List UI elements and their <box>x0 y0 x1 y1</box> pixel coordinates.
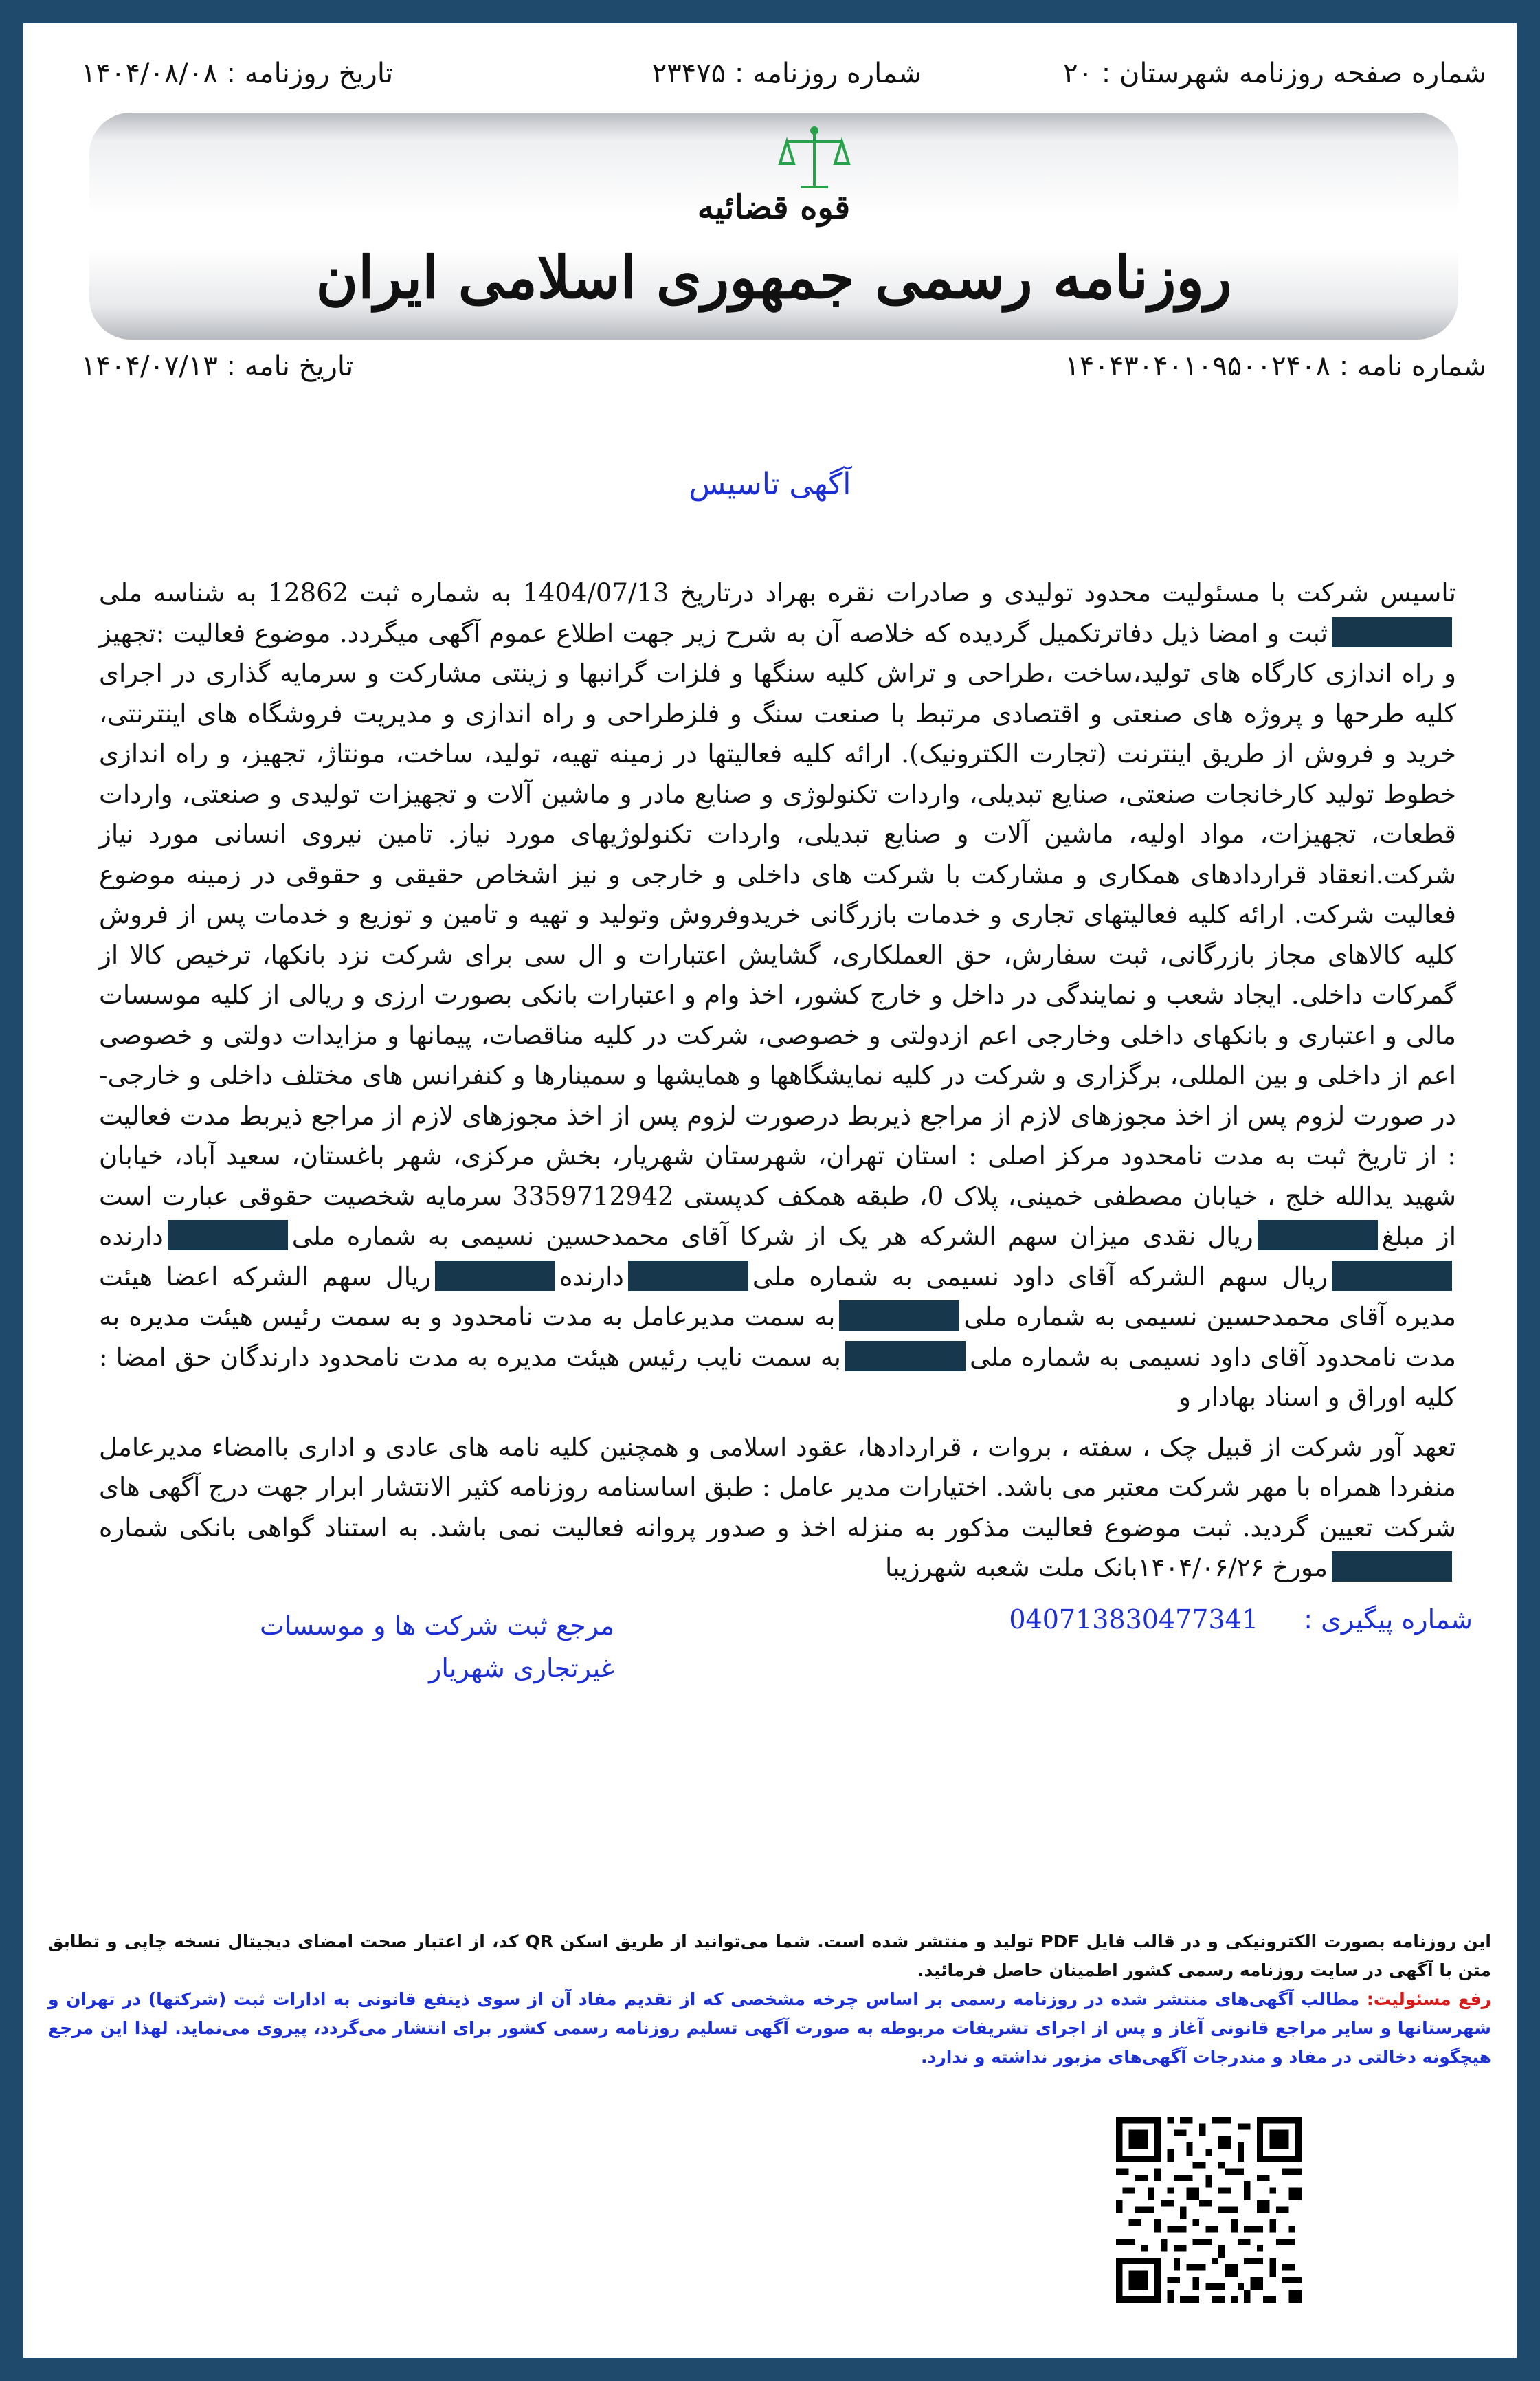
ad-text-segment: به سمت نایب رئیس هیئت مدیره به مدت نامحدود دارندگان حق امضا : کلیه اوراق و اسناد بهادار و <box>99 1342 1456 1412</box>
authority-line-2: غیرتجاری شهریار <box>429 1653 614 1683</box>
redaction-box <box>1332 1261 1452 1291</box>
ad-body <box>99 573 1456 1588</box>
redaction-box <box>435 1261 555 1291</box>
letter-number-label: شماره نامه : ۱۴۰۴۳۰۴۰۱۰۹۵۰۰۲۴۰۸ <box>1064 351 1486 382</box>
ad-text-segment: ریال سهم الشرکه اعضا هیئت مدیره آقای محمدحسین نسیمی به شماره ملی <box>99 1261 1456 1331</box>
ad-text-segment: تعهد آور شرکت از قبیل چک ، سفته ، بروات ، قراردادها، عقود اسلامی و همچنین کلیه نامه های عادی و اداری باامضاء مدیرعامل منفردا همراه با مهر شرکت معتبر می باشد. اختیارات مدیر عامل : طبق اساسنامه روزنامه کثیر الانتشار ابرار جهت درج آگهی های شرکت تعیین گردید. ثبت موضوع فعالیت مذکور به منزله اخذ و صدور پروانه فعالیت نمی باشد. به استناد گواهی بانکی شماره <box>99 1432 1456 1542</box>
tracking-label: شماره پیگیری : <box>1304 1604 1473 1635</box>
ad-text-segment: به سمت مدیرعامل به مدت نامحدود و به سمت رئیس هیئت مدیره به مدت نامحدود آقای داود نسیمی به شماره ملی <box>99 1302 1456 1372</box>
disclaimer-paragraph <box>48 1985 1491 2072</box>
tracking-number: 040713830477341 <box>1009 1604 1258 1635</box>
justice-scale-icon <box>777 125 852 194</box>
legal-notice <box>48 1927 1491 2072</box>
ad-title: آگهی تاسیس <box>689 467 851 502</box>
redaction-box <box>839 1300 959 1331</box>
ad-text-segment: ثبت و امضا ذیل دفاترتکمیل گردیده که خلاصه آن به شرح زیر جهت اطلاع عموم آگهی میگردد. موضوع فعالیت :تجهیز و راه اندازی کارگاه های تولید،ساخت ،طراحی و تراش کلیه سنگها و فلزات گرانبها و زینتی مشارکت و سرمایه گذاری در اجرای کلیه طرحها و پروژه های صنعتی و اقتصادی مرتبط با صنعت سنگ و فلزطراحی و راه اندازی و مدیریت فروشگاه های اینترنتی، خرید و فروش از طریق اینترنت (تجارت الکترونیک). ارائه کلیه فعالیتها در زمینه تهیه، تولید، ساخت، مونتاژ، تجهیز، و راه اندازی خطوط تولید کارخانجات صنعتی، صنایع تبدیلی، واردات تکنولوژی و صنایع مادر و ماشین آلات و تجهیزات تولیدی و صنعتی، واردات قطعات، تجهیزات، مواد اولیه، ماشین آلات و صنایع تبدیلی، واردات تکنولوژیهای مورد نیاز. تامین نیروی انسانی مورد نیاز شرکت.انعقاد قراردادهای همکاری و مشارکت با شرکت های داخلی و خارجی و نیز اشخاص حقیقی و حقوقی در زمینه موضوع فعالیت شرکت. ارائه کلیه فعالیتهای تجاری و خدمات بازرگانی خریدوفروش وتولید و تهیه و تامین و توزیع و خدمات پس از فروش کلیه کالاهای مجاز بازرگانی، ثبت سفارش، حق العملکاری، گشایش اعتبارات و ال سی برای شرکت نزد بانکها، ترخیص کالا از گمرکات داخلی. ایجاد شعب و نمایندگی در داخل و خارج کشور، اخذ وام و اعتبارات بانکی بصورت ارزی و ریالی از کلیه موسسات مالی و اعتباری و بانکهای داخلی وخارجی اعم ازدولتی و خصوصی، شرکت در کلیه مناقصات، پیمانها و مزایدات دولتی و خصوصی اعم از داخلی و بین المللی، برگزاری و شرکت در کلیه نمایشگاهها و همایشها و سمینارها و کنفرانس های مختلف داخلی و خارجی- در صورت لزوم پس از اخذ مجوزهای لازم از مراجع ذیربط درصورت لزوم پس از اخذ مجوزهای لازم از مراجع ذیربط مدت فعالیت : از تاریخ ثبت به مدت نامحدود مرکز اصلی : استان تهران، شهرستان شهریار، بخش مرکزی، شهر باغستان، سعید آباد، خیابان شهید یدالله خلج ، خیابان مصطفی خمینی، پلاک 0، طبقه همکف کدپستی 3359712942 سرمایه شخصیت حقوقی عبارت است از مبلغ <box>99 618 1456 1251</box>
ad-text-segment: تاسیس شرکت با مسئولیت محدود تولیدی و صادرات نقره بهراد درتاریخ 1404/07/13 به شماره ثبت 12862 به شناسه ملی <box>99 578 1456 608</box>
page-number-label: شماره صفحه روزنامه شهرستان : ۲۰ <box>1063 58 1486 89</box>
document-page <box>23 23 1517 2358</box>
redaction-box <box>845 1341 966 1371</box>
disclaimer-text: مطالب آگهی‌های منتشر شده در روزنامه رسمی بر اساس چرخه مشخصی که از تقدیم مفاد آن از سوی ذینفع قانونی به ادارات ثبت (شرکتها) در تهران و شهرستانها و سایر مراجع قانونی آغاز و پس از اجرای تشریفات مربوطه به صورت آگهی تسلیم روزنامه رسمی کشور برای انتشار می‌گردد، پیروی می‌نماید. لهذا این مرجع هیچگونه دخالتی در مفاد و مندرجات آگهی‌های مزبور نداشته و ندارد. <box>48 1989 1491 2067</box>
redaction-box <box>1332 617 1452 647</box>
ad-paragraph-2 <box>99 1428 1456 1588</box>
gazette-banner <box>89 113 1458 340</box>
judiciary-label: قوه قضائیه <box>697 188 851 227</box>
ad-paragraph-1 <box>99 573 1456 1418</box>
redaction-box <box>1258 1220 1378 1250</box>
redaction-box <box>1332 1551 1452 1582</box>
issue-date-label: تاریخ روزنامه : ۱۴۰۴/۰۸/۰۸ <box>81 58 394 89</box>
redaction-box <box>628 1261 748 1291</box>
authority-line-1: مرجع ثبت شرکت ها و موسسات <box>259 1610 614 1641</box>
ad-text-segment: دارنده <box>559 1261 624 1292</box>
ad-text-segment: ریال نقدی میزان سهم الشرکه هر یک از شرکا آقای محمدحسین نسیمی به شماره ملی <box>291 1221 1253 1251</box>
ad-text-segment: ریال سهم الشرکه آقای داود نسیمی به شماره ملی <box>752 1261 1328 1292</box>
gazette-title: روزنامه رسمی جمهوری اسلامی ایران <box>315 243 1232 311</box>
ad-text-segment: مورخ ۱۴۰۴/۰۶/۲۶بانک ملت شعبه شهرزیبا <box>885 1553 1328 1582</box>
disclaimer-label: رفع مسئولیت: <box>1366 1989 1491 2009</box>
ad-text-segment: دارنده <box>99 1221 164 1251</box>
electronic-notice: این روزنامه بصورت الکترونیکی و در قالب فایل PDF تولید و منتشر شده است. شما می‌توانید از طریق اسکن QR کد، از اعتبار صحت امضای دیجیتال نسخه چاپی و تطابق متن با آگهی در سایت روزنامه رسمی کشور اطمینان حاصل فرمائید. <box>48 1931 1491 1980</box>
letter-date-label: تاریخ نامه : ۱۴۰۴/۰۷/۱۳ <box>81 351 354 382</box>
registration-authority <box>133 1604 614 1690</box>
qr-code[interactable] <box>1116 2117 1302 2303</box>
issue-number-label: شماره روزنامه : ۲۳۴۷۵ <box>651 58 922 89</box>
redaction-box <box>168 1220 288 1250</box>
